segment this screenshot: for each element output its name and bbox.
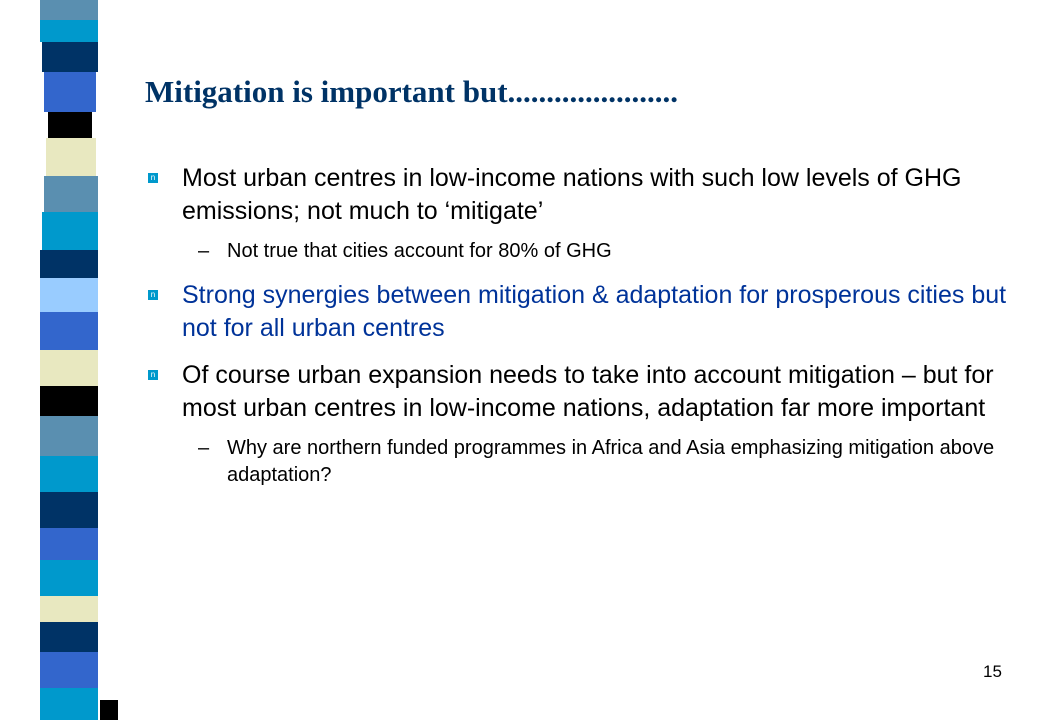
stripe-segment bbox=[42, 212, 100, 250]
bullet-item bbox=[148, 359, 1028, 425]
slide-title: Mitigation is important but...................... bbox=[145, 74, 679, 109]
sub-bullet-text: Not true that cities account for 80% of GHG bbox=[227, 240, 612, 262]
stripe-segment bbox=[32, 622, 100, 652]
stripe-segment bbox=[40, 250, 98, 278]
square-bullet-icon: n bbox=[148, 290, 158, 300]
bullet-text: Of course urban expansion needs to take into account mitigation – but for most urban centres in low-income nations, adaptation far more important bbox=[182, 361, 994, 422]
stripe-segment bbox=[36, 456, 100, 492]
stripe-segment bbox=[34, 528, 100, 560]
stripe-segment bbox=[32, 652, 100, 688]
bullet-text: Strong synergies between mitigation & adaptation for prosperous cities but not for all urban centres bbox=[182, 281, 1007, 342]
bullet-item bbox=[148, 162, 1028, 228]
stripe-segment bbox=[38, 0, 100, 20]
stripe-segment bbox=[38, 278, 98, 312]
stripe-segment bbox=[48, 112, 92, 138]
stripe-segment bbox=[0, 0, 34, 720]
stripe-segment bbox=[34, 560, 100, 596]
stripe-segment bbox=[38, 416, 98, 456]
stripe-segment bbox=[34, 492, 100, 528]
stripe-segment bbox=[40, 20, 100, 42]
dash-bullet: – bbox=[198, 437, 210, 459]
bullet-list bbox=[148, 162, 1028, 503]
stripe-segment bbox=[36, 350, 98, 386]
stripe-segment bbox=[46, 138, 96, 176]
stripe-segment bbox=[32, 688, 100, 720]
stripe-segment bbox=[98, 0, 102, 720]
page-number: 15 bbox=[983, 662, 1002, 681]
stripe-segment bbox=[44, 72, 96, 112]
stripe-segment bbox=[32, 596, 100, 622]
stripe-segment bbox=[42, 42, 98, 72]
square-bullet-icon: n bbox=[148, 370, 158, 380]
sub-bullet-item bbox=[148, 435, 1028, 489]
bullet-item bbox=[148, 279, 1028, 345]
stripe-segment bbox=[30, 0, 40, 720]
sub-bullet-text: Why are northern funded programmes in Africa and Asia emphasizing mitigation above adaptation? bbox=[227, 437, 995, 486]
stripe-segment bbox=[36, 312, 98, 350]
decorative-stripe-bar bbox=[0, 0, 120, 720]
sub-bullet-item bbox=[148, 238, 1028, 265]
stripe-segment bbox=[44, 176, 98, 212]
stripe-segment bbox=[38, 386, 98, 416]
dash-bullet: – bbox=[198, 240, 210, 262]
stripe-segment bbox=[100, 700, 118, 720]
bullet-text: Most urban centres in low-income nations with such low levels of GHG emissions; not much to ‘mitigate’ bbox=[182, 164, 962, 225]
square-bullet-icon: n bbox=[148, 173, 158, 183]
